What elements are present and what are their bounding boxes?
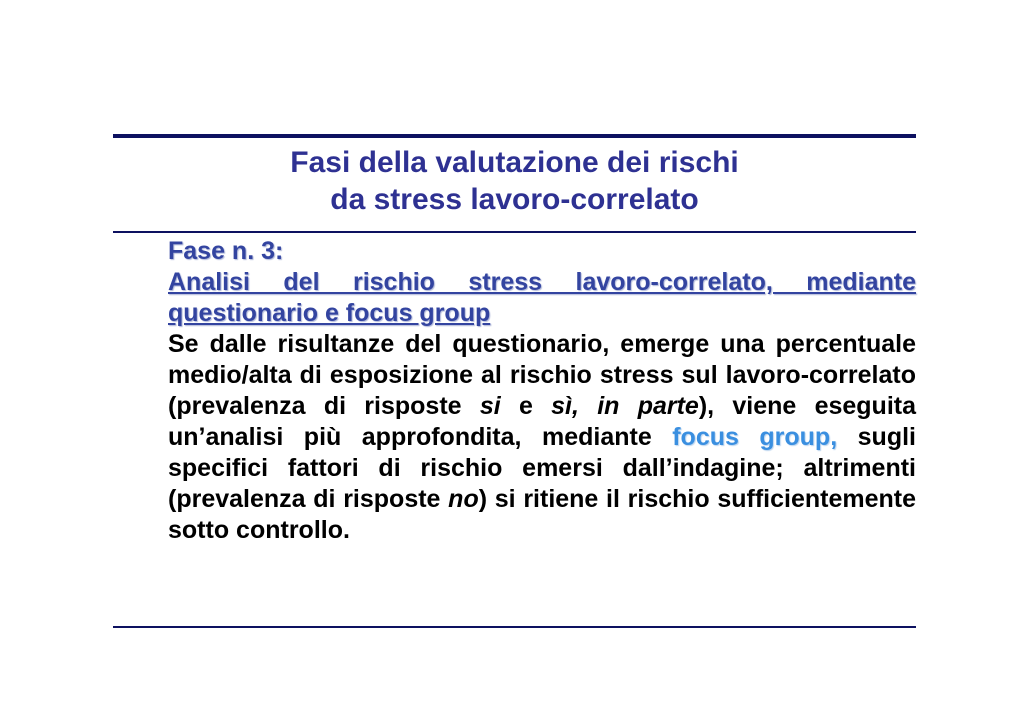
body-text-2: e bbox=[500, 392, 552, 420]
body-italic-no: no bbox=[448, 485, 479, 513]
slide-title bbox=[113, 144, 916, 218]
body-text-5: ) si ritiene il rischio sufficientemente sotto controllo. bbox=[168, 485, 916, 544]
body-text-4: sugli specifici fattori di rischio emersi dall’indagine; altrimenti (prevalenza di risposte bbox=[168, 423, 916, 513]
top-divider bbox=[113, 134, 916, 138]
title-divider bbox=[113, 231, 916, 233]
phase-title: Analisi del rischio stress lavoro-correlato, mediante questionario e focus group bbox=[168, 268, 916, 327]
title-line-2: da stress lavoro-correlato bbox=[330, 183, 699, 216]
body-paragraph bbox=[168, 329, 916, 546]
body-text-1: Se dalle risultanze del questionario, emerge una percentuale medio/alta di esposizione al rischio stress sul lavoro-correlato (prevalenza di risposte bbox=[168, 330, 916, 420]
bottom-divider bbox=[113, 626, 916, 628]
slide-content bbox=[168, 236, 916, 546]
title-line-1: Fasi della valutazione dei rischi bbox=[290, 146, 739, 179]
phase-label: Fase n. 3: bbox=[168, 237, 284, 265]
body-italic-si: si bbox=[479, 392, 501, 420]
focus-group-highlight: focus group, bbox=[672, 423, 838, 451]
body-italic-si-in-parte: sì, in parte bbox=[551, 392, 699, 420]
body-text-3: ), viene eseguita un’analisi più approfondita, mediante bbox=[168, 392, 917, 451]
